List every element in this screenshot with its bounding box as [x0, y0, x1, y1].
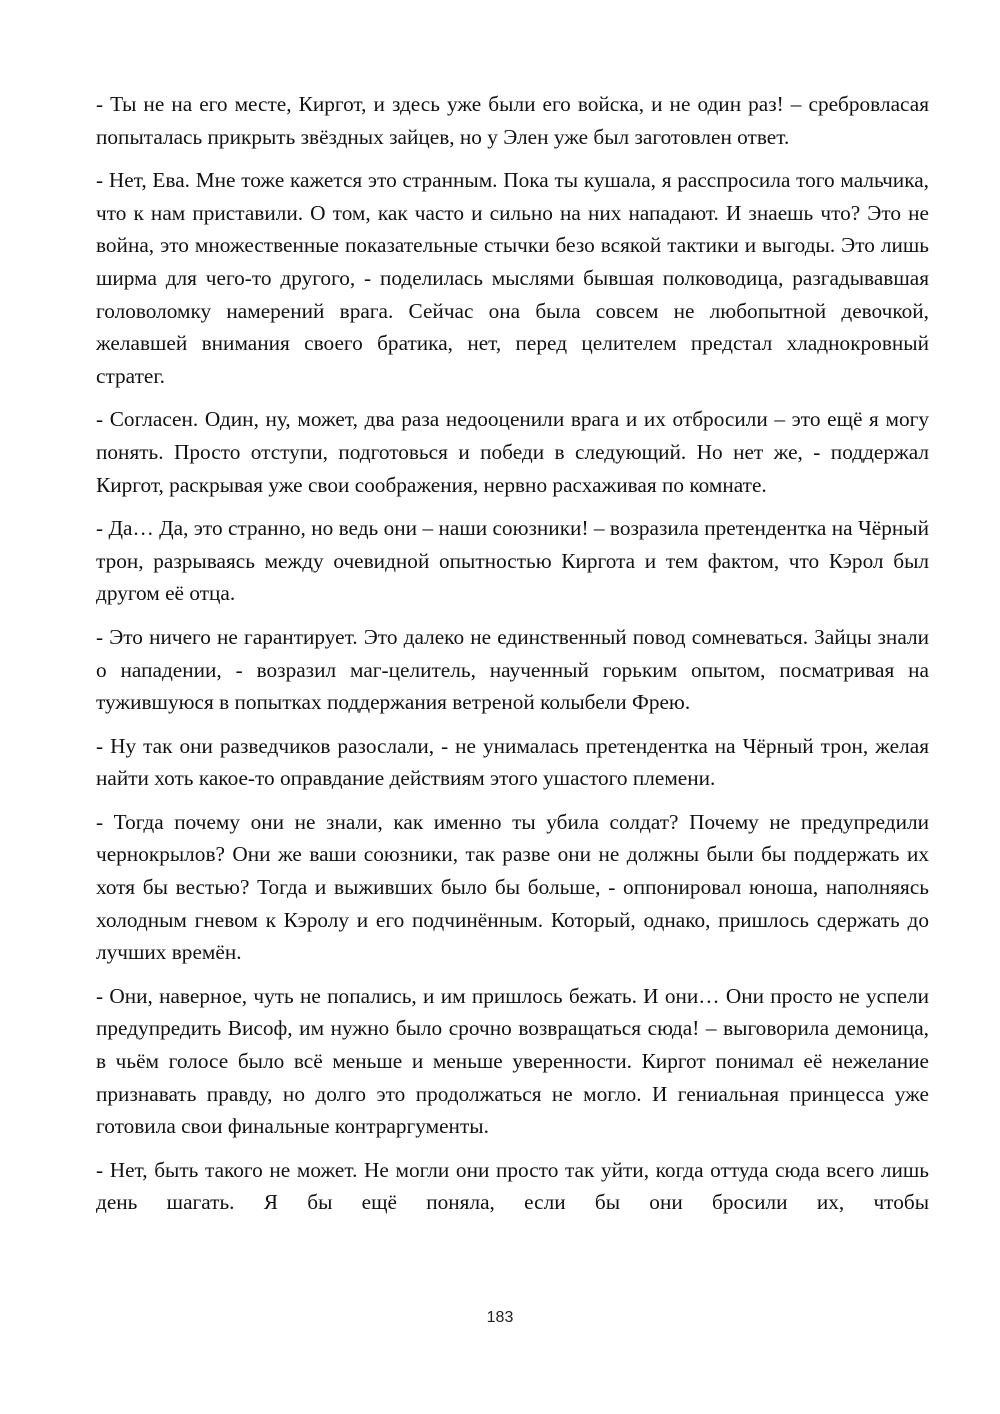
- paragraph: - Они, наверное, чуть не попались, и им пришлось бежать. И они… Они просто не успели предупредить Висоф, им нужно было срочно возвращаться сюда! – выговорила демоница, в чьём голосе было всё меньше и меньше уверенности. Киргот понимал её нежелание признавать правду, но долго это продолжаться не могло. И гениальная принцесса уже готовила свои финальные контраргументы.: [96, 983, 929, 1139]
- paragraph: - Согласен. Один, ну, может, два раза недооценили врага и их отбросили – это ещё я могу понять. Просто отступи, подготовься и победи в следующий. Но нет же, - поддержал Киргот, раскрывая уже свои соображения, нервно расхаживая по комнате.: [96, 407, 929, 497]
- paragraph: - Это ничего не гарантирует. Это далеко не единственный повод сомневаться. Зайцы знали о нападении, - возразил маг-целитель, наученный горьким опытом, посматривая на тужившуюся в попытках поддержания ветреной колыбели Фрею.: [96, 624, 929, 715]
- paragraph: - Нет, Ева. Мне тоже кажется это странным. Пока ты кушала, я расспросила того мальчика, что к нам приставили. О том, как часто и сильно на них нападают. И знаешь что? Это не война, это множественные показательные стычки безо всякой тактики и выгоды. Это лишь ширма для чего-то другого, - поделилась мыслями бывшая полководица, разгадывавшая головоломку намерений врага. Сейчас она была совсем не любопытной девочкой, желавшей внимания своего братика, нет, перед целителем предстал хладнокровный стратег.: [96, 168, 929, 388]
- paragraph: - Тогда почему они не знали, как именно ты убила солдат? Почему не предупредили чернокрылов? Они же ваши союзники, так разве они не должны были бы поддержать их хотя бы вестью? Тогда и выживших было бы больше, - оппонировал юноша, наполняясь холодным гневом к Кэролу и его подчинённым. Который, однако, пришлось сдержать до лучших времён.: [96, 809, 929, 965]
- page-number: 183: [486, 1309, 514, 1326]
- paragraph: - Да… Да, это странно, но ведь они – наши союзники! – возразила претендентка на Чёрный трон, разрываясь между очевидной опытностью Киргота и тем фактом, что Кэрол был другом её отца.: [96, 516, 929, 606]
- page-body: [96, 88, 929, 1230]
- paragraph-continued: - Нет, быть такого не может. Не могли они просто так уйти, когда оттуда сюда всего лишь день шагать. Я бы ещё поняла, если бы они бросили их, чтобы: [96, 1157, 929, 1215]
- paragraph: - Ты не на его месте, Киргот, и здесь уже были его войска, и не один раз! – сребровласая попыталась прикрыть звёздных зайцев, но у Элен уже был заготовлен ответ.: [96, 92, 929, 149]
- paragraph: - Ну так они разведчиков разослали, - не унималась претендентка на Чёрный трон, желая найти хоть какое-то оправдание действиям этого ушастого племени.: [96, 733, 929, 791]
